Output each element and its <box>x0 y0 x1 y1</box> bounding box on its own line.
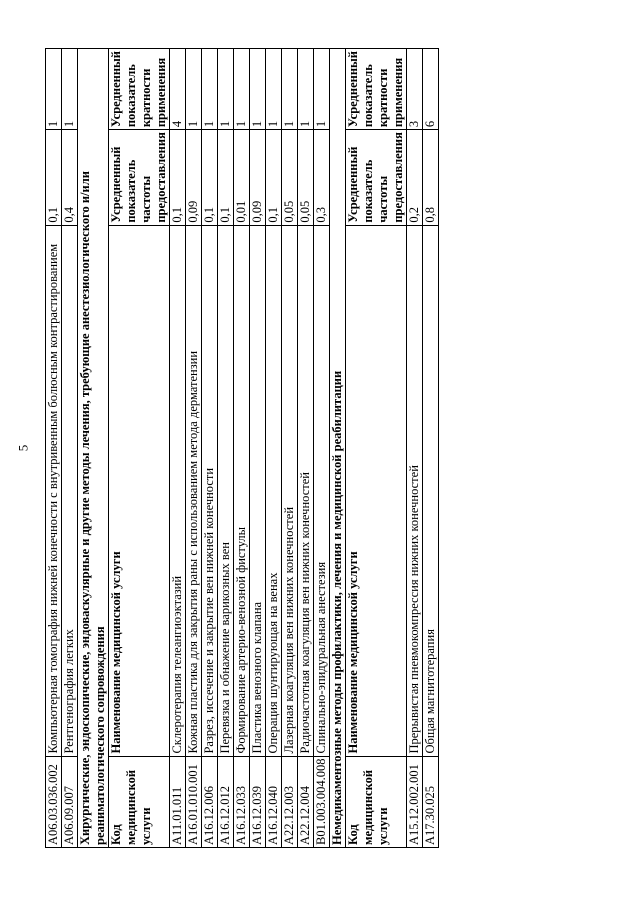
service-name: Лазерная коагуляция вен нижних конечностей <box>282 225 298 756</box>
frequency-value: 0,4 <box>62 130 78 226</box>
frequency-value: 0,01 <box>234 130 250 226</box>
frequency-value: 0,1 <box>218 130 234 226</box>
table-row <box>170 49 186 848</box>
multiplicity-value: 1 <box>298 49 314 130</box>
multiplicity-value: 4 <box>170 49 186 130</box>
table-row <box>407 49 423 848</box>
frequency-value: 0,09 <box>250 130 266 226</box>
service-name: Общая магнитотерапия <box>423 225 439 756</box>
header-multiplicity: Усредненный показатель кратности применения <box>346 49 407 130</box>
multiplicity-value: 1 <box>46 49 62 130</box>
table-row <box>218 49 234 848</box>
header-frequency: Усредненный показатель частоты предоставления <box>346 130 407 226</box>
services-table <box>45 48 439 848</box>
service-code: A17.30.025 <box>423 756 439 847</box>
service-code: A06.03.036.002 <box>46 756 62 847</box>
header-frequency: Усредненный показатель частоты предоставления <box>109 130 170 226</box>
frequency-value: 0,1 <box>170 130 186 226</box>
header-name: Наименование медицинской услуги <box>346 225 407 756</box>
table-row <box>423 49 439 848</box>
service-name: Перевязка и обнажение варикозных вен <box>218 225 234 756</box>
service-name: Рентгенография легких <box>62 225 78 756</box>
multiplicity-value: 1 <box>250 49 266 130</box>
service-name: Спинально-эпидуральная анестезия <box>314 225 330 756</box>
service-name: Прерывистая пневмокомпрессия нижних конечностей <box>407 225 423 756</box>
service-name: Формирование артерио-венозной фистулы <box>234 225 250 756</box>
service-code: A16.12.039 <box>250 756 266 847</box>
section-title-row <box>78 49 109 848</box>
table-row <box>62 49 78 848</box>
service-code: A15.12.002.001 <box>407 756 423 847</box>
section-title-row <box>330 49 346 848</box>
multiplicity-value: 1 <box>234 49 250 130</box>
service-code: A16.01.010.001 <box>186 756 202 847</box>
section-title: Немедикаментозные методы профилактики, лечения и медицинской реабилитации <box>330 49 346 848</box>
service-code: A16.12.006 <box>202 756 218 847</box>
header-multiplicity: Усредненный показатель кратности применения <box>109 49 170 130</box>
section-title: Хирургические, эндоскопические, эндоваскулярные и другие методы лечения, требующие анестезиологического и/или реаниматологического сопровождения <box>78 49 109 848</box>
service-name: Радиочастотная коагуляция вен нижних конечностей <box>298 225 314 756</box>
frequency-value: 0,09 <box>186 130 202 226</box>
service-code: B01.003.004.008 <box>314 756 330 847</box>
header-row <box>346 49 407 848</box>
service-name: Разрез, иссечение и закрытие вен нижней конечности <box>202 225 218 756</box>
table-row <box>46 49 62 848</box>
service-name: Склеротерапия телеангиоэктазий <box>170 225 186 756</box>
multiplicity-value: 1 <box>62 49 78 130</box>
frequency-value: 0,1 <box>46 130 62 226</box>
table-row <box>202 49 218 848</box>
table-row <box>250 49 266 848</box>
frequency-value: 0,05 <box>298 130 314 226</box>
service-code: A16.12.033 <box>234 756 250 847</box>
service-name: Компьютерная томография нижней конечности с внутривенным болюсным контрастированием <box>46 225 62 756</box>
service-code: A16.12.040 <box>266 756 282 847</box>
table-row <box>314 49 330 848</box>
header-code: Код медицинской услуги <box>109 756 170 847</box>
table-row <box>234 49 250 848</box>
frequency-value: 0,8 <box>423 130 439 226</box>
frequency-value: 0,05 <box>282 130 298 226</box>
multiplicity-value: 1 <box>266 49 282 130</box>
service-code: A22.12.003 <box>282 756 298 847</box>
multiplicity-value: 1 <box>186 49 202 130</box>
rotated-page <box>45 48 625 848</box>
multiplicity-value: 3 <box>407 49 423 130</box>
header-name: Наименование медицинской услуги <box>109 225 170 756</box>
service-code: A22.12.004 <box>298 756 314 847</box>
header-row <box>109 49 170 848</box>
frequency-value: 0,1 <box>266 130 282 226</box>
table-row <box>186 49 202 848</box>
frequency-value: 0,1 <box>202 130 218 226</box>
table-row <box>298 49 314 848</box>
multiplicity-value: 1 <box>314 49 330 130</box>
header-code: Код медицинской услуги <box>346 756 407 847</box>
service-code: A11.01.011 <box>170 756 186 847</box>
table-row <box>282 49 298 848</box>
page-number: 5 <box>15 444 31 452</box>
multiplicity-value: 1 <box>282 49 298 130</box>
service-name: Пластика венозного клапана <box>250 225 266 756</box>
multiplicity-value: 1 <box>202 49 218 130</box>
frequency-value: 0,2 <box>407 130 423 226</box>
table-row <box>266 49 282 848</box>
multiplicity-value: 6 <box>423 49 439 130</box>
service-name: Кожная пластика для закрытия раны с использованием метода дерматензии <box>186 225 202 756</box>
frequency-value: 0,3 <box>314 130 330 226</box>
multiplicity-value: 1 <box>218 49 234 130</box>
service-code: A16.12.012 <box>218 756 234 847</box>
service-name: Операция шунтирующая на венах <box>266 225 282 756</box>
service-code: A06.09.007 <box>62 756 78 847</box>
